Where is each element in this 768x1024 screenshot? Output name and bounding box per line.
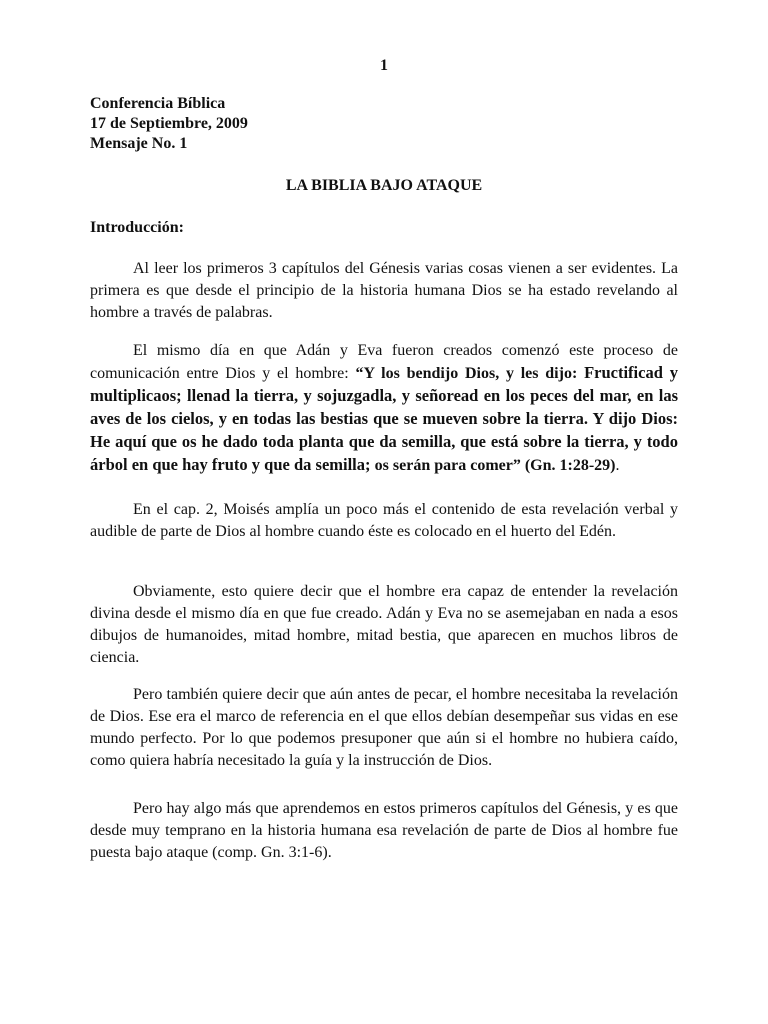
conference-name: Conferencia Bíblica (90, 95, 226, 112)
paragraph-2-tail: . (615, 457, 620, 474)
paragraph-2-intro: El mismo día en que Adán y Eva fueron creados comenzó este proceso de comunicación entre Dios y el hombre: (90, 342, 678, 382)
paragraph-6: Pero hay algo más que aprendemos en estos primeros capítulos del Génesis, y es que desde muy temprano en la historia humana esa revelación de parte de Dios al hombre fue puesta bajo ataque (comp. Gn. 3:1-6). (90, 800, 678, 861)
scripture-quote-closing: os serán para comer (374, 457, 513, 474)
scripture-quote-opening: “Y los bendijo Dios, y les dijo: (355, 365, 585, 382)
message-number: Mensaje No. 1 (90, 135, 188, 152)
page-number: 1 (380, 57, 388, 74)
paragraph-1: Al leer los primeros 3 capítulos del Génesis varias cosas vienen a ser evidentes. La primera es que desde el principio de la historia humana Dios se ha estado revelando al hombre a través de palabras. (90, 260, 678, 321)
scripture-reference: ” (Gn. 1:28-29) (512, 457, 616, 474)
paragraph-3: En el cap. 2, Moisés amplía un poco más el contenido de esta revelación verbal y audible de parte de Dios al hombre cuando éste es colocado en el huerto del Edén. (90, 501, 678, 540)
paragraph-2 (90, 340, 678, 477)
document-title: LA BIBLIA BAJO ATAQUE (285, 177, 483, 194)
paragraph-4: Obviamente, esto quiere decir que el hombre era capaz de entender la revelación divina desde el mismo día en que fue creado. Adán y Eva no se asemejaban en nada a esos dibujos de humanoides, mitad hombre, mitad bestia, que aparecen en muchos libros de ciencia. (90, 583, 678, 666)
paragraph-5: Pero también quiere decir que aún antes de pecar, el hombre necesitaba la revelación de Dios. Ese era el marco de referencia en el que ellos debían desempeñar sus vidas en ese mundo perfecto. Por lo que podemos presuponer que aún si el hombre no hubiera caído, como quiera habría necesitado la guía y la instrucción de Dios. (90, 686, 678, 769)
conference-date: 17 de Septiembre, 2009 (90, 115, 248, 132)
section-heading: Introducción: (90, 219, 184, 236)
scripture-quote-body: Fructificad y multiplicaos; llenad la tierra, y sojuzgadla, y señoread en los peces del mar, en las aves de los cielos, y en todas las bestias que se mueven sobre la tierra. Y dijo Dios: He aquí que os he dado toda planta que da semilla, que está sobre la tierra, y todo árbol en que hay fruto y que da semilla; (90, 363, 679, 474)
document-header (90, 94, 248, 154)
